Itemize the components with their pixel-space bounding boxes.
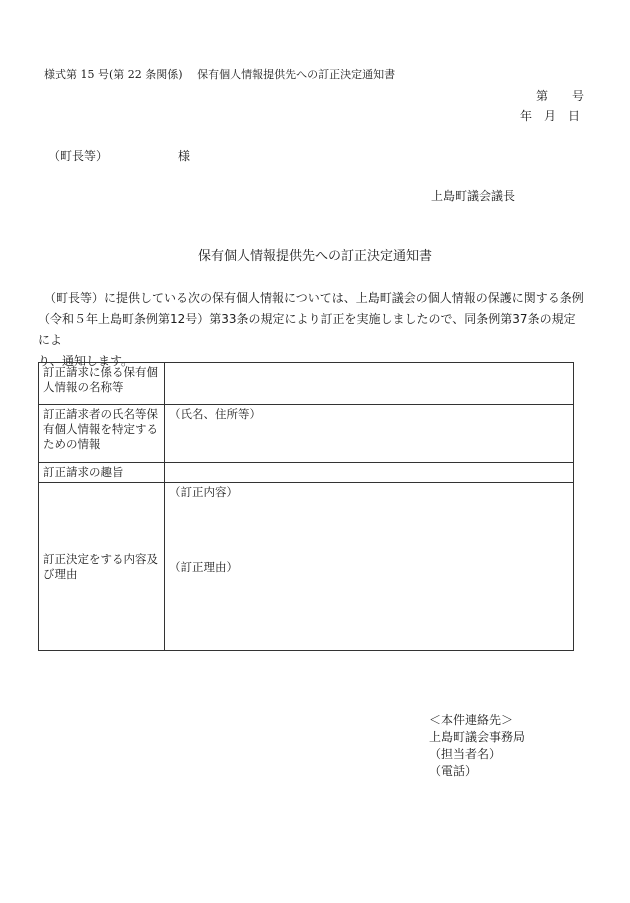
contact-person: （担当者名）: [429, 747, 502, 761]
contact-office: 上島町議会事務局: [429, 730, 526, 744]
row-value-requester: （氏名、住所等）: [165, 405, 574, 463]
contact-block: [429, 712, 525, 780]
sender: 上島町議会議長: [431, 189, 516, 203]
row-value-decision: [165, 483, 574, 651]
row-label-purpose: 訂正請求の趣旨: [39, 463, 165, 483]
correction-reason-label: （訂正理由）: [169, 560, 238, 574]
table-row: [39, 363, 574, 405]
row-label-info-name: 訂正請求に係る保有個人情報の名称等: [39, 363, 165, 405]
form-header-title: 保有個人情報提供先への訂正決定通知書: [197, 68, 396, 81]
row-label-requester: 訂正請求者の氏名等保有個人情報を特定するための情報: [39, 405, 165, 463]
form-number: 様式第 15 号(第 22 条関係): [44, 68, 183, 81]
body-line-3: り、通知します。: [38, 354, 134, 368]
honorific: 様: [178, 149, 191, 163]
table-row: [39, 463, 574, 483]
contact-heading: ＜本件連絡先＞: [429, 713, 514, 727]
row-label-decision: 訂正決定をする内容及び理由: [39, 483, 165, 651]
row-value-info-name: [165, 363, 574, 405]
row-value-purpose: [165, 463, 574, 483]
contact-phone: （電話）: [429, 764, 478, 778]
document-date: 年 月 日: [520, 109, 581, 123]
body-line-1: （町長等）に提供している次の保有個人情報については、上島町議会の個人情報の保護に関する条例: [38, 291, 584, 305]
document-number: 第 号: [536, 89, 585, 103]
correction-content-label: （訂正内容）: [169, 485, 238, 499]
body-text: [38, 288, 584, 372]
body-line-2: （令和５年上島町条例第12号）第33条の規定により訂正を実施しましたので、同条例第37条の規定によ: [38, 312, 576, 347]
table-row: [39, 405, 574, 463]
notice-table: [38, 362, 574, 651]
addressee: （町長等）: [48, 149, 109, 163]
document-title: 保有個人情報提供先への訂正決定通知書: [197, 249, 432, 264]
form-header: [44, 66, 395, 82]
table-row: [39, 483, 574, 651]
